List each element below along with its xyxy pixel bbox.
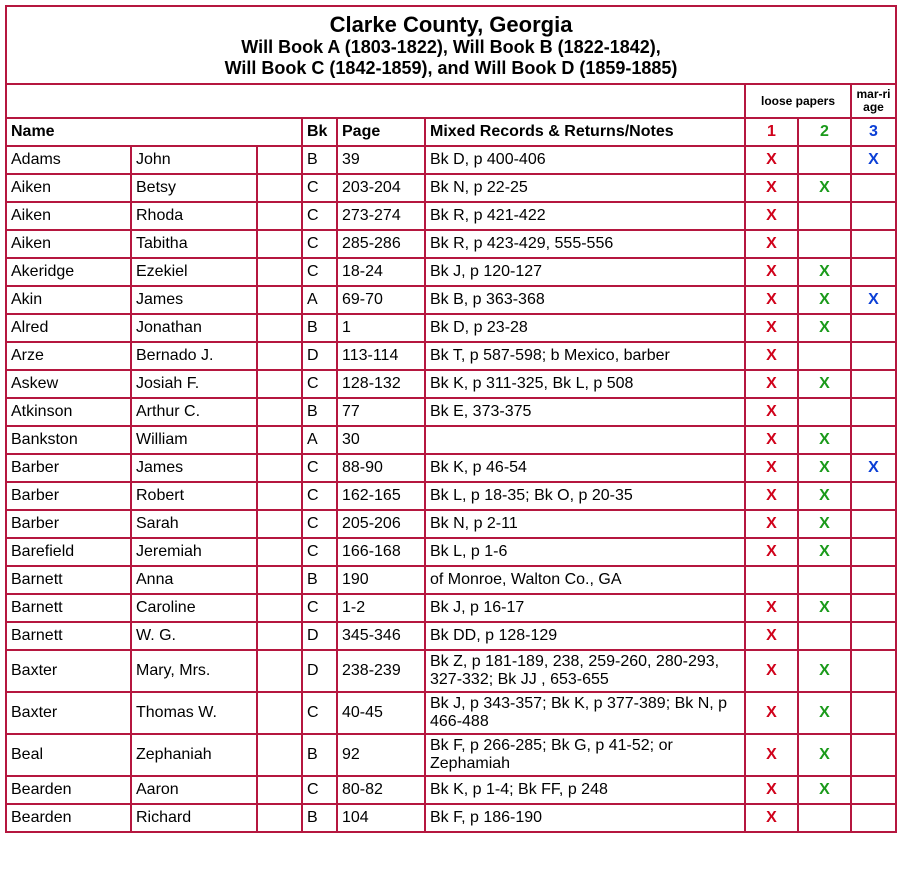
marriage-cell [851, 314, 896, 342]
empty-cell [257, 776, 302, 804]
marriage-cell: X [851, 146, 896, 174]
loose-papers-2-cell: X [798, 174, 851, 202]
page-cell: 166-168 [337, 538, 425, 566]
empty-cell [257, 146, 302, 174]
page-cell: 113-114 [337, 342, 425, 370]
loose-papers-2-cell: X [798, 538, 851, 566]
first-name-cell: Rhoda [131, 202, 257, 230]
empty-cell [257, 314, 302, 342]
book-cell: D [302, 342, 337, 370]
page-cell: 80-82 [337, 776, 425, 804]
table-row [6, 776, 896, 804]
loose-papers-1-cell: X [745, 398, 798, 426]
loose-papers-1-cell: X [745, 692, 798, 734]
table-row [6, 370, 896, 398]
notes-cell: Bk R, p 423-429, 555-556 [425, 230, 745, 258]
empty-cell [257, 454, 302, 482]
last-name-cell: Aiken [6, 202, 131, 230]
loose-papers-2-cell [798, 622, 851, 650]
book-cell: C [302, 510, 337, 538]
book-cell: D [302, 650, 337, 692]
marriage-label: mar-riage [856, 87, 891, 114]
loose-papers-2-cell: X [798, 776, 851, 804]
loose-papers-2-cell: X [798, 734, 851, 776]
notes-cell: Bk D, p 23-28 [425, 314, 745, 342]
loose-papers-1-cell: X [745, 174, 798, 202]
page-title [6, 6, 896, 84]
marriage-cell [851, 538, 896, 566]
last-name-cell: Beal [6, 734, 131, 776]
empty-cell [257, 804, 302, 832]
table-row [6, 314, 896, 342]
table-row [6, 538, 896, 566]
book-cell: B [302, 804, 337, 832]
empty-cell [257, 510, 302, 538]
loose-papers-1-cell [745, 566, 798, 594]
last-name-cell: Barber [6, 454, 131, 482]
book-cell: A [302, 426, 337, 454]
marriage-cell [851, 230, 896, 258]
marriage-cell [851, 202, 896, 230]
title-line-3: Will Book C (1842-1859), and Will Book D (1859-1885) [224, 57, 678, 78]
page-cell: 92 [337, 734, 425, 776]
last-name-cell: Akin [6, 286, 131, 314]
marriage-cell [851, 370, 896, 398]
last-name-cell: Baxter [6, 650, 131, 692]
book-cell: C [302, 174, 337, 202]
notes-cell: Bk J, p 343-357; Bk K, p 377-389; Bk N, p 466-488 [425, 692, 745, 734]
first-name-cell: Tabitha [131, 230, 257, 258]
loose-papers-2-cell: X [798, 510, 851, 538]
book-cell: B [302, 146, 337, 174]
first-name-cell: Thomas W. [131, 692, 257, 734]
book-cell: B [302, 398, 337, 426]
page-cell: 1 [337, 314, 425, 342]
first-name-cell: James [131, 286, 257, 314]
empty-cell [257, 538, 302, 566]
page-cell: 190 [337, 566, 425, 594]
page-cell: 69-70 [337, 286, 425, 314]
page-cell: 345-346 [337, 622, 425, 650]
notes-cell: Bk DD, p 128-129 [425, 622, 745, 650]
marriage-cell [851, 594, 896, 622]
first-name-cell: William [131, 426, 257, 454]
last-name-cell: Arze [6, 342, 131, 370]
page-cell: 1-2 [337, 594, 425, 622]
table-row [6, 426, 896, 454]
loose-papers-2-cell [798, 230, 851, 258]
page-cell: 40-45 [337, 692, 425, 734]
page-cell: 18-24 [337, 258, 425, 286]
group-header-spacer [6, 84, 745, 118]
loose-papers-1-header: 1 [745, 118, 798, 146]
loose-papers-2-cell [798, 398, 851, 426]
table-row [6, 174, 896, 202]
table-row [6, 398, 896, 426]
loose-papers-2-cell [798, 342, 851, 370]
loose-papers-2-cell [798, 146, 851, 174]
first-name-cell: Anna [131, 566, 257, 594]
empty-cell [257, 286, 302, 314]
last-name-cell: Adams [6, 146, 131, 174]
table-row [6, 692, 896, 734]
notes-cell: of Monroe, Walton Co., GA [425, 566, 745, 594]
table-row [6, 734, 896, 776]
last-name-cell: Aiken [6, 230, 131, 258]
loose-papers-1-cell: X [745, 650, 798, 692]
loose-papers-2-cell: X [798, 370, 851, 398]
loose-papers-1-cell: X [745, 482, 798, 510]
loose-papers-2-cell: X [798, 650, 851, 692]
marriage-cell [851, 174, 896, 202]
empty-cell [257, 482, 302, 510]
empty-cell [257, 622, 302, 650]
marriage-cell [851, 510, 896, 538]
table-row [6, 510, 896, 538]
empty-cell [257, 594, 302, 622]
loose-papers-1-cell: X [745, 538, 798, 566]
last-name-cell: Baxter [6, 692, 131, 734]
marriage-cell [851, 482, 896, 510]
notes-cell: Bk K, p 311-325, Bk L, p 508 [425, 370, 745, 398]
book-cell: C [302, 258, 337, 286]
marriage-cell: X [851, 454, 896, 482]
page-cell: 285-286 [337, 230, 425, 258]
notes-cell: Bk D, p 400-406 [425, 146, 745, 174]
first-name-cell: Sarah [131, 510, 257, 538]
marriage-cell [851, 566, 896, 594]
loose-papers-2-cell [798, 202, 851, 230]
empty-cell [257, 230, 302, 258]
title-line-2: Will Book A (1803-1822), Will Book B (1822-1842), [241, 36, 661, 57]
loose-papers-1-cell: X [745, 734, 798, 776]
marriage-cell [851, 342, 896, 370]
book-cell: C [302, 594, 337, 622]
empty-cell [257, 734, 302, 776]
loose-papers-1-cell: X [745, 202, 798, 230]
empty-cell [257, 342, 302, 370]
empty-cell [257, 202, 302, 230]
page-cell: 39 [337, 146, 425, 174]
table-row [6, 482, 896, 510]
book-cell: B [302, 566, 337, 594]
marriage-cell [851, 622, 896, 650]
notes-cell: Bk N, p 22-25 [425, 174, 745, 202]
last-name-cell: Barber [6, 510, 131, 538]
last-name-cell: Aiken [6, 174, 131, 202]
loose-papers-1-cell: X [745, 258, 798, 286]
book-cell: C [302, 454, 337, 482]
loose-papers-1-cell: X [745, 622, 798, 650]
book-cell: C [302, 776, 337, 804]
page-cell: 77 [337, 398, 425, 426]
page-cell: 273-274 [337, 202, 425, 230]
first-name-cell: Jeremiah [131, 538, 257, 566]
page-cell: 203-204 [337, 174, 425, 202]
notes-column-header: Mixed Records & Returns/Notes [425, 118, 745, 146]
loose-papers-2-cell: X [798, 426, 851, 454]
first-name-cell: Richard [131, 804, 257, 832]
loose-papers-1-cell: X [745, 146, 798, 174]
page-column-header: Page [337, 118, 425, 146]
marriage-cell [851, 650, 896, 692]
loose-papers-1-cell: X [745, 804, 798, 832]
notes-cell: Bk K, p 1-4; Bk FF, p 248 [425, 776, 745, 804]
empty-cell [257, 370, 302, 398]
first-name-cell: Robert [131, 482, 257, 510]
table-row [6, 258, 896, 286]
first-name-cell: Aaron [131, 776, 257, 804]
notes-cell: Bk L, p 1-6 [425, 538, 745, 566]
notes-cell: Bk J, p 16-17 [425, 594, 745, 622]
loose-papers-1-cell: X [745, 594, 798, 622]
notes-cell [425, 426, 745, 454]
first-name-cell: Josiah F. [131, 370, 257, 398]
book-cell: D [302, 622, 337, 650]
first-name-cell: John [131, 146, 257, 174]
title-line-1: Clarke County, Georgia [329, 11, 573, 37]
last-name-cell: Askew [6, 370, 131, 398]
book-cell: C [302, 370, 337, 398]
marriage-cell [851, 692, 896, 734]
first-name-cell: Mary, Mrs. [131, 650, 257, 692]
last-name-cell: Bankston [6, 426, 131, 454]
last-name-cell: Bearden [6, 776, 131, 804]
last-name-cell: Atkinson [6, 398, 131, 426]
table-row [6, 650, 896, 692]
table-row [6, 804, 896, 832]
book-cell: C [302, 482, 337, 510]
marriage-cell [851, 776, 896, 804]
page-cell: 104 [337, 804, 425, 832]
last-name-cell: Bearden [6, 804, 131, 832]
last-name-cell: Alred [6, 314, 131, 342]
marriage-header [851, 84, 896, 118]
loose-papers-1-cell: X [745, 342, 798, 370]
first-name-cell: James [131, 454, 257, 482]
loose-papers-1-cell: X [745, 426, 798, 454]
table-row [6, 146, 896, 174]
first-name-cell: Arthur C. [131, 398, 257, 426]
last-name-cell: Barefield [6, 538, 131, 566]
bk-column-header: Bk [302, 118, 337, 146]
loose-papers-2-cell [798, 804, 851, 832]
table-row [6, 202, 896, 230]
first-name-cell: Zephaniah [131, 734, 257, 776]
notes-cell: Bk N, p 2-11 [425, 510, 745, 538]
last-name-cell: Akeridge [6, 258, 131, 286]
table-row [6, 230, 896, 258]
page-cell: 88-90 [337, 454, 425, 482]
marriage-3-header: 3 [851, 118, 896, 146]
book-cell: C [302, 692, 337, 734]
first-name-cell: Jonathan [131, 314, 257, 342]
table-row [6, 622, 896, 650]
empty-cell [257, 566, 302, 594]
loose-papers-1-cell: X [745, 314, 798, 342]
loose-papers-1-cell: X [745, 230, 798, 258]
notes-cell: Bk F, p 186-190 [425, 804, 745, 832]
last-name-cell: Barnett [6, 594, 131, 622]
marriage-cell [851, 734, 896, 776]
loose-papers-1-cell: X [745, 776, 798, 804]
loose-papers-2-cell: X [798, 454, 851, 482]
loose-papers-label: loose papers [760, 93, 836, 108]
will-book-index-table [5, 5, 897, 833]
table-row [6, 286, 896, 314]
marriage-cell: X [851, 286, 896, 314]
marriage-cell [851, 804, 896, 832]
notes-cell: Bk F, p 266-285; Bk G, p 41-52; or Zephamiah [425, 734, 745, 776]
notes-cell: Bk E, 373-375 [425, 398, 745, 426]
book-cell: B [302, 314, 337, 342]
notes-cell: Bk L, p 18-35; Bk O, p 20-35 [425, 482, 745, 510]
table-row [6, 454, 896, 482]
notes-cell: Bk K, p 46-54 [425, 454, 745, 482]
loose-papers-1-cell: X [745, 370, 798, 398]
book-cell: C [302, 230, 337, 258]
page-cell: 205-206 [337, 510, 425, 538]
table-row [6, 594, 896, 622]
marriage-cell [851, 426, 896, 454]
loose-papers-header [745, 84, 851, 118]
marriage-cell [851, 398, 896, 426]
page-cell: 128-132 [337, 370, 425, 398]
table-row [6, 342, 896, 370]
first-name-cell: Bernado J. [131, 342, 257, 370]
loose-papers-1-cell: X [745, 454, 798, 482]
empty-cell [257, 650, 302, 692]
empty-cell [257, 692, 302, 734]
table-row [6, 566, 896, 594]
last-name-cell: Barnett [6, 566, 131, 594]
loose-papers-2-cell: X [798, 286, 851, 314]
notes-cell: Bk J, p 120-127 [425, 258, 745, 286]
notes-cell: Bk R, p 421-422 [425, 202, 745, 230]
first-name-cell: Ezekiel [131, 258, 257, 286]
first-name-cell: W. G. [131, 622, 257, 650]
loose-papers-2-cell: X [798, 314, 851, 342]
name-column-header: Name [6, 118, 302, 146]
marriage-cell [851, 258, 896, 286]
last-name-cell: Barnett [6, 622, 131, 650]
table-body [6, 146, 896, 832]
last-name-cell: Barber [6, 482, 131, 510]
loose-papers-2-header: 2 [798, 118, 851, 146]
loose-papers-2-cell: X [798, 258, 851, 286]
book-cell: C [302, 538, 337, 566]
book-cell: B [302, 734, 337, 776]
first-name-cell: Caroline [131, 594, 257, 622]
book-cell: A [302, 286, 337, 314]
first-name-cell: Betsy [131, 174, 257, 202]
page-cell: 30 [337, 426, 425, 454]
loose-papers-2-cell: X [798, 482, 851, 510]
loose-papers-2-cell: X [798, 692, 851, 734]
loose-papers-2-cell: X [798, 594, 851, 622]
page-cell: 162-165 [337, 482, 425, 510]
empty-cell [257, 258, 302, 286]
book-cell: C [302, 202, 337, 230]
empty-cell [257, 426, 302, 454]
notes-cell: Bk Z, p 181-189, 238, 259-260, 280-293, 327-332; Bk JJ , 653-655 [425, 650, 745, 692]
loose-papers-2-cell [798, 566, 851, 594]
loose-papers-1-cell: X [745, 286, 798, 314]
notes-cell: Bk B, p 363-368 [425, 286, 745, 314]
empty-cell [257, 174, 302, 202]
page-cell: 238-239 [337, 650, 425, 692]
loose-papers-1-cell: X [745, 510, 798, 538]
empty-cell [257, 398, 302, 426]
notes-cell: Bk T, p 587-598; b Mexico, barber [425, 342, 745, 370]
